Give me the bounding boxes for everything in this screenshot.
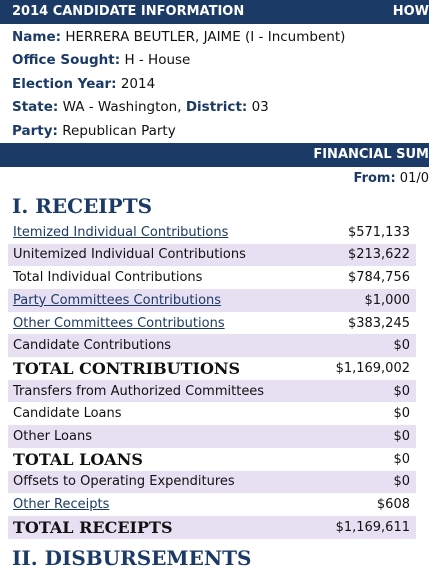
election-year-row (12, 73, 429, 96)
candidate-info-panel (0, 24, 429, 143)
receipts-row (8, 244, 416, 267)
receipts-row-label-cell: Candidate Contributions (8, 334, 315, 357)
receipts-row (8, 380, 416, 403)
receipts-row (8, 221, 416, 244)
financial-summary-title: FINANCIAL SUM (313, 146, 429, 162)
receipts-table (8, 221, 416, 539)
receipts-row-amount: $571,133 (347, 224, 410, 240)
receipts-row-link[interactable]: Itemized Individual Contributions (13, 224, 229, 240)
receipts-row (8, 493, 416, 516)
receipts-row-link[interactable]: Other Receipts (13, 497, 110, 513)
office-sought-row (12, 49, 429, 72)
disbursements-heading: II. DISBURSEMENTS (12, 546, 252, 570)
district-label: District: (185, 99, 248, 116)
party-value: Republican Party (62, 122, 176, 139)
receipts-row-label-cell: TOTAL RECEIPTS (8, 516, 315, 539)
state-label: State: (12, 99, 59, 116)
state-district-row (12, 96, 429, 119)
receipts-row (8, 266, 416, 289)
receipts-row-amount: $608 (376, 497, 410, 513)
receipts-row-amount: $1,169,611 (315, 516, 416, 539)
receipts-row-amount: $0 (315, 334, 416, 357)
receipts-row-label-cell: Other Loans (8, 425, 315, 448)
receipts-row-label-cell[interactable] (8, 493, 315, 516)
receipts-heading: I. RECEIPTS (12, 193, 153, 218)
receipts-row-amount: $213,622 (315, 244, 416, 267)
receipts-row-amount: $1,169,002 (335, 360, 410, 376)
candidate-info-header (0, 0, 429, 24)
office-sought-value: H - House (124, 52, 191, 69)
receipts-row (8, 289, 416, 312)
receipts-row-label-cell: Transfers from Authorized Committees (8, 380, 315, 403)
from-label: From: (353, 170, 396, 186)
receipts-row-amount: $0 (315, 425, 416, 448)
receipts-row-link[interactable]: Other Committees Contributions (13, 315, 225, 331)
receipts-row (8, 448, 416, 471)
receipts-row-label-cell: Offsets to Operating Expenditures (8, 471, 315, 494)
district-value: 03 (251, 99, 269, 116)
receipts-row-label-cell: TOTAL LOANS (13, 449, 143, 469)
candidate-name-label: Name: (12, 29, 62, 45)
receipts-row (8, 402, 416, 425)
receipts-row-label-cell[interactable] (8, 312, 315, 335)
receipts-row-amount: $0 (393, 451, 410, 467)
receipts-row-amount: $0 (315, 471, 416, 494)
party-label: Party: (12, 122, 58, 139)
candidate-info-title: 2014 CANDIDATE INFORMATION (12, 4, 245, 19)
candidate-name-value: HERRERA BEUTLER, JAIME (I - Incumbent) (65, 29, 346, 45)
receipts-row (8, 357, 416, 380)
receipts-row-label-cell: TOTAL CONTRIBUTIONS (13, 358, 241, 378)
election-year-value: 2014 (120, 75, 156, 92)
receipts-row-link[interactable]: Party Committees Contributions (13, 292, 222, 308)
receipts-row (8, 471, 416, 494)
date-range-line (0, 167, 429, 191)
receipts-row (8, 425, 416, 448)
from-date-value: 01/0 (399, 170, 429, 186)
receipts-row-label-cell[interactable] (8, 221, 315, 244)
receipts-row-label-cell: Candidate Loans (13, 406, 122, 422)
office-sought-label: Office Sought: (12, 52, 121, 69)
receipts-row-label-cell: Unitemized Individual Contributions (8, 244, 315, 267)
receipts-row-amount: $784,756 (347, 270, 410, 286)
election-year-label: Election Year: (12, 75, 117, 92)
receipts-row (8, 516, 416, 539)
receipts-row-amount: $1,000 (315, 289, 416, 312)
financial-summary-header (0, 143, 429, 167)
receipts-row-amount: $383,245 (347, 315, 410, 331)
candidate-name-row (12, 26, 429, 49)
receipts-row (8, 312, 416, 335)
receipts-row-label-cell[interactable] (8, 289, 315, 312)
receipts-row (8, 334, 416, 357)
receipts-row-label-cell: Total Individual Contributions (13, 270, 203, 286)
state-value: WA - Washington, (62, 99, 182, 116)
receipts-row-amount: $0 (315, 380, 416, 403)
candidate-info-header-right: HOW (392, 4, 429, 19)
receipts-row-amount: $0 (393, 406, 410, 422)
party-row (12, 120, 429, 143)
